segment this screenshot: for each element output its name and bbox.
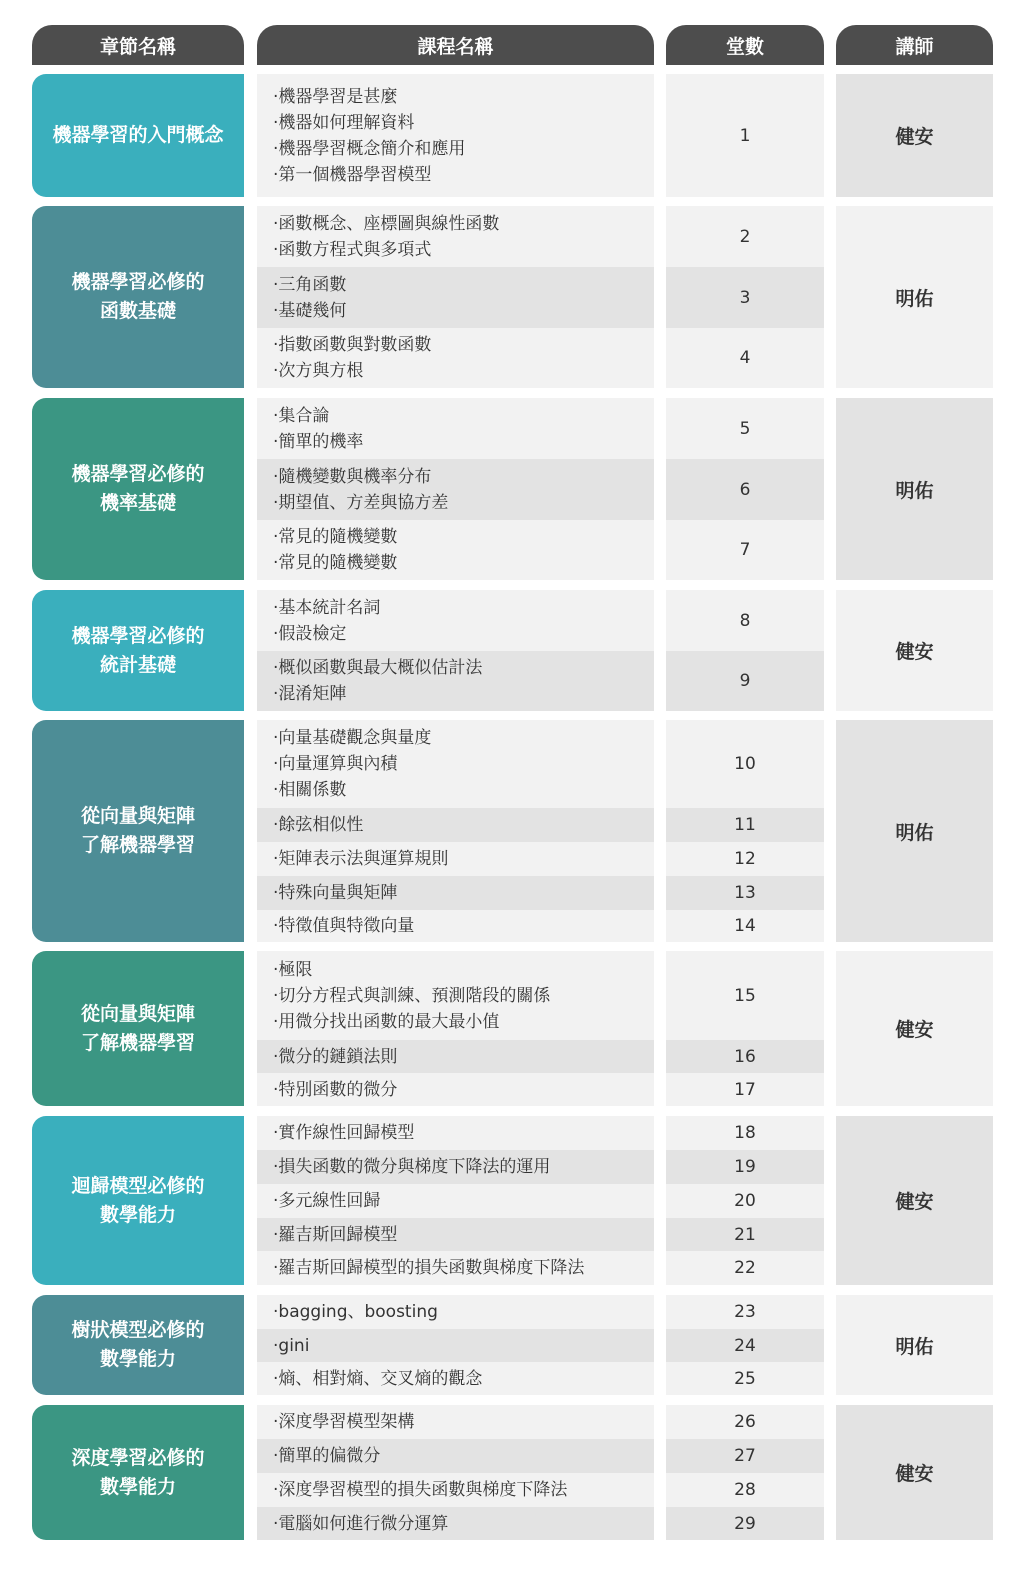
course-item: ‧期望值、方差與協方差 <box>273 492 449 513</box>
course-item: ‧特別函數的微分 <box>273 1079 398 1100</box>
course-row <box>257 1184 654 1218</box>
course-items <box>273 328 431 388</box>
course-item: ‧次方與方根 <box>273 361 364 381</box>
course-item: ‧基本統計名詞 <box>273 597 381 618</box>
course-items <box>273 1295 438 1329</box>
course-items <box>273 1362 482 1395</box>
session-count: 20 <box>666 1184 824 1218</box>
course-items <box>273 1184 380 1218</box>
course-row <box>257 1507 654 1540</box>
session-count: 21 <box>666 1218 824 1251</box>
chapter-cell <box>32 206 244 388</box>
course-row <box>257 876 654 910</box>
course-row <box>257 1405 654 1439</box>
course-item: ‧餘弦相似性 <box>273 815 364 835</box>
session-count: 16 <box>666 1040 824 1073</box>
lecturer-cell: 明佑 <box>836 720 993 942</box>
course-item: ‧函數概念、座標圖與線性函數 <box>273 213 500 234</box>
session-count: 24 <box>666 1329 824 1362</box>
course-item: ‧簡單的機率 <box>273 431 364 452</box>
chapter-title-line: 深度學習必修的 <box>71 1446 205 1469</box>
course-row <box>257 1116 654 1150</box>
chapter-cell <box>32 951 244 1106</box>
course-items <box>273 951 550 1040</box>
course-items <box>273 206 499 267</box>
course-items <box>273 842 448 876</box>
lecturer-cell: 健安 <box>836 74 993 197</box>
session-count: 5 <box>666 398 824 459</box>
course-item: ‧機器如何理解資料 <box>273 112 415 133</box>
course-item: ‧隨機變數與機率分布 <box>273 466 432 487</box>
course-item: ‧羅吉斯回歸模型 <box>273 1224 398 1245</box>
session-count: 11 <box>666 808 824 842</box>
session-count: 15 <box>666 951 824 1040</box>
course-item: ‧指數函數與對數函數 <box>273 335 432 355</box>
chapter-title-line: 數學能力 <box>99 1203 176 1226</box>
course-row <box>257 651 654 711</box>
session-count: 8 <box>666 590 824 651</box>
course-item: ‧常見的隨機變數 <box>273 553 398 573</box>
course-items <box>273 1507 448 1540</box>
chapter-cell <box>32 590 244 711</box>
course-items <box>273 910 414 942</box>
course-item: ‧特徵值與特徵向量 <box>273 916 415 936</box>
chapter-title-line: 迴歸模型必修的 <box>71 1174 205 1197</box>
lecturer-cell: 明佑 <box>836 1295 993 1395</box>
session-count: 18 <box>666 1116 824 1150</box>
course-row <box>257 720 654 808</box>
course-item: ‧基礎幾何 <box>273 300 347 321</box>
header-course: 課程名稱 <box>257 25 654 65</box>
course-row <box>257 1040 654 1073</box>
course-items <box>273 1251 584 1285</box>
course-item: ‧概似函數與最大概似估計法 <box>273 658 483 678</box>
chapter-cell <box>32 720 244 942</box>
course-row <box>257 398 654 459</box>
course-item: ‧極限 <box>273 959 313 980</box>
session-count: 2 <box>666 206 824 267</box>
course-item: ‧gini <box>273 1335 310 1356</box>
session-count: 6 <box>666 459 824 520</box>
session-count: 28 <box>666 1473 824 1507</box>
session-count: 9 <box>666 651 824 711</box>
chapter-cell <box>32 398 244 580</box>
course-items <box>273 1405 414 1439</box>
session-count: 10 <box>666 720 824 808</box>
course-item: ‧常見的隨機變數 <box>273 527 398 547</box>
course-items <box>273 398 363 459</box>
chapter-title-line: 機器學習的入門概念 <box>52 124 224 146</box>
session-count: 23 <box>666 1295 824 1329</box>
course-row <box>257 951 654 1040</box>
course-items <box>273 459 448 520</box>
chapter-title-line: 了解機器學習 <box>80 834 195 856</box>
course-row <box>257 1362 654 1395</box>
chapter-title-line: 機器學習必修的 <box>71 624 205 647</box>
course-items <box>273 1116 414 1150</box>
session-count: 12 <box>666 842 824 876</box>
course-row <box>257 910 654 942</box>
chapter-title-line: 函數基礎 <box>99 300 176 322</box>
lecturer-cell: 健安 <box>836 1116 993 1285</box>
course-row <box>257 842 654 876</box>
chapter-title-line: 了解機器學習 <box>80 1031 195 1054</box>
session-count: 1 <box>666 74 824 197</box>
course-items <box>273 590 380 651</box>
course-item: ‧矩陣表示法與運算規則 <box>273 849 449 869</box>
course-item: ‧損失函數的微分與梯度下降法的運用 <box>273 1157 551 1177</box>
course-items <box>273 720 431 808</box>
session-count: 13 <box>666 876 824 910</box>
session-count: 17 <box>666 1073 824 1106</box>
course-item: ‧混淆矩陣 <box>273 684 347 704</box>
course-row <box>257 1439 654 1473</box>
course-item: ‧實作線性回歸模型 <box>273 1123 415 1143</box>
header-count: 堂數 <box>666 25 824 65</box>
chapter-title-line: 數學能力 <box>99 1348 176 1370</box>
course-row <box>257 1329 654 1362</box>
course-row <box>257 590 654 651</box>
course-row <box>257 1473 654 1507</box>
course-items <box>273 808 363 842</box>
course-row <box>257 520 654 580</box>
course-items <box>273 74 465 197</box>
course-row <box>257 267 654 328</box>
chapter-title-line: 統計基礎 <box>99 653 176 676</box>
session-count: 26 <box>666 1405 824 1439</box>
course-item: ‧羅吉斯回歸模型的損失函數與梯度下降法 <box>273 1258 585 1278</box>
course-item: ‧簡單的偏微分 <box>273 1446 381 1466</box>
course-items <box>273 267 346 328</box>
course-row <box>257 459 654 520</box>
course-row <box>257 206 654 267</box>
lecturer-cell: 健安 <box>836 951 993 1106</box>
session-count: 7 <box>666 520 824 580</box>
session-count: 19 <box>666 1150 824 1184</box>
chapter-title-line: 數學能力 <box>99 1475 176 1498</box>
session-count: 29 <box>666 1507 824 1540</box>
course-row <box>257 1073 654 1106</box>
course-item: ‧多元線性回歸 <box>273 1191 381 1211</box>
lecturer-cell: 明佑 <box>836 398 993 580</box>
course-item: ‧電腦如何進行微分運算 <box>273 1513 449 1534</box>
session-count: 3 <box>666 267 824 328</box>
session-count: 22 <box>666 1251 824 1285</box>
course-item: ‧bagging、boosting <box>273 1302 438 1322</box>
course-item: ‧函數方程式與多項式 <box>273 239 432 260</box>
session-count: 14 <box>666 910 824 942</box>
chapter-cell <box>32 1295 244 1395</box>
course-row <box>257 1218 654 1251</box>
session-count: 4 <box>666 328 824 388</box>
course-items <box>273 876 397 910</box>
lecturer-cell: 健安 <box>836 1405 993 1540</box>
course-item: ‧假設檢定 <box>273 623 347 644</box>
course-item: ‧集合論 <box>273 405 330 426</box>
header-lecturer: 講師 <box>836 25 993 65</box>
course-items <box>273 651 482 711</box>
lecturer-cell: 健安 <box>836 590 993 711</box>
chapter-title-line: 從向量與矩陣 <box>80 1002 195 1025</box>
chapter-title-line: 機器學習必修的 <box>71 463 205 485</box>
chapter-title-line: 樹狀模型必修的 <box>71 1319 205 1341</box>
course-item: ‧用微分找出函數的最大最小值 <box>273 1011 500 1032</box>
course-item: ‧特殊向量與矩陣 <box>273 883 398 903</box>
lecturer-cell: 明佑 <box>836 206 993 388</box>
course-item: ‧向量基礎觀念與量度 <box>273 728 432 748</box>
chapter-title-line: 從向量與矩陣 <box>80 805 195 827</box>
course-row <box>257 74 654 197</box>
header-chapter: 章節名稱 <box>32 25 244 65</box>
course-items <box>273 1073 397 1106</box>
course-row <box>257 808 654 842</box>
course-items <box>273 1040 397 1073</box>
chapter-title-line: 機率基礎 <box>99 492 176 514</box>
course-item: ‧第一個機器學習模型 <box>273 164 432 185</box>
chapter-cell <box>32 74 244 197</box>
course-item: ‧機器學習是甚麼 <box>273 86 398 107</box>
course-item: ‧相關係數 <box>273 780 347 800</box>
course-item: ‧深度學習模型的損失函數與梯度下降法 <box>273 1480 568 1500</box>
course-item: ‧機器學習概念簡介和應用 <box>273 138 466 159</box>
course-row <box>257 328 654 388</box>
session-count: 27 <box>666 1439 824 1473</box>
course-item: ‧三角函數 <box>273 274 347 295</box>
course-item: ‧切分方程式與訓練、預測階段的關係 <box>273 985 551 1006</box>
chapter-cell <box>32 1116 244 1285</box>
course-items <box>273 1150 550 1184</box>
course-item: ‧向量運算與內積 <box>273 754 398 774</box>
course-items <box>273 1218 397 1251</box>
course-item: ‧熵、相對熵、交叉熵的觀念 <box>273 1368 483 1389</box>
course-items <box>273 1439 380 1473</box>
course-items <box>273 1329 309 1362</box>
session-count: 25 <box>666 1362 824 1395</box>
course-row <box>257 1295 654 1329</box>
chapter-title-line: 機器學習必修的 <box>71 271 205 293</box>
chapter-cell <box>32 1405 244 1540</box>
course-row <box>257 1251 654 1285</box>
course-item: ‧深度學習模型架構 <box>273 1412 415 1432</box>
course-row <box>257 1150 654 1184</box>
course-items <box>273 520 397 580</box>
course-items <box>273 1473 567 1507</box>
course-item: ‧微分的鏈鎖法則 <box>273 1046 398 1067</box>
